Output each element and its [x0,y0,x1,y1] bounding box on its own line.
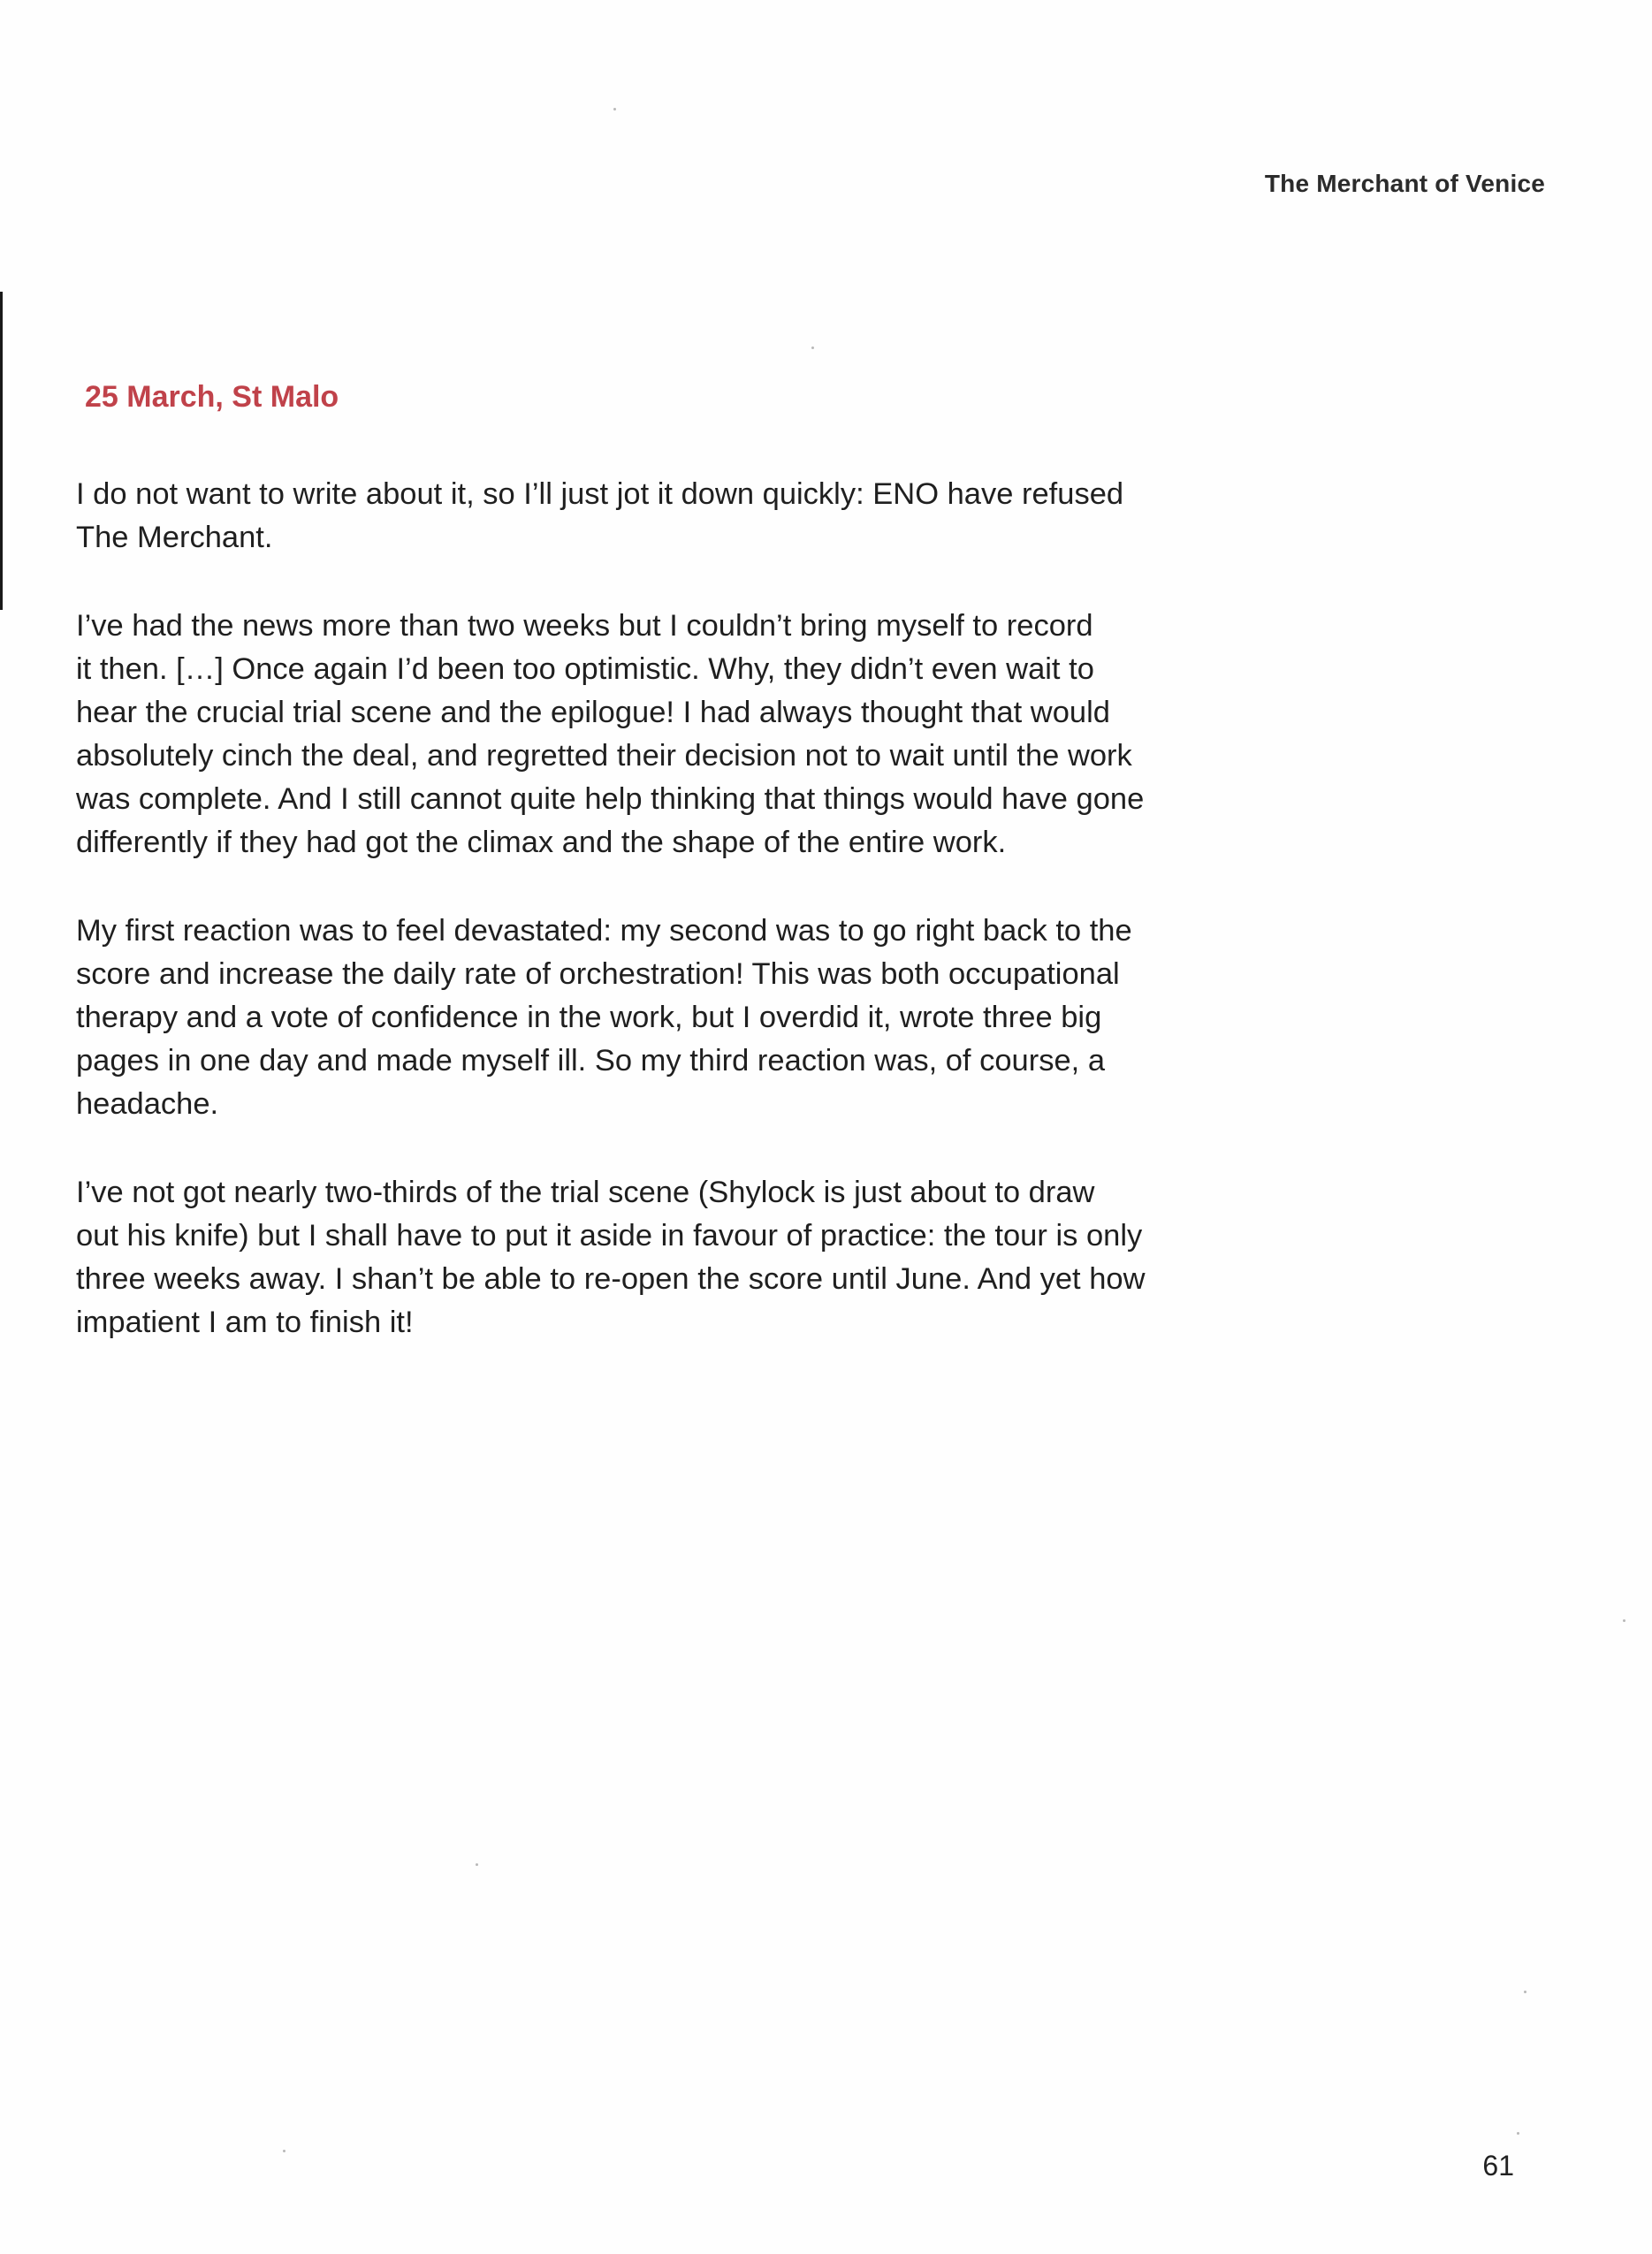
paper-speck [613,108,616,110]
text-line: score and increase the daily rate of orchestration! This was both occupational [76,957,1120,991]
text-line: headache. [76,1087,219,1121]
paragraph [76,1171,1243,1344]
paper-speck [811,346,814,349]
diary-entry-body [76,473,1243,1390]
text-line: My first reaction was to feel devastated: my second was to go right back to the [76,914,1132,948]
paragraph [76,473,1243,560]
text-line: pages in one day and made myself ill. So my third reaction was, of course, a [76,1044,1106,1078]
text-line: I’ve not got nearly two-thirds of the trial scene (Shylock is just about to draw [76,1176,1095,1209]
paper-speck [476,1863,478,1866]
text-line: was complete. And I still cannot quite help thinking that things would have gone [76,782,1145,816]
text-line: I do not want to write about it, so I’ll just jot it down quickly: ENO have refused [76,477,1124,511]
text-line: it then. […] Once again I’d been too optimistic. Why, they didn’t even wait to [76,652,1094,686]
text-line: I’ve had the news more than two weeks but I couldn’t bring myself to record [76,609,1093,643]
scan-edge-shadow [0,292,3,610]
page-number: 61 [1482,2150,1514,2182]
paper-speck [283,2150,285,2152]
running-title: The Merchant of Venice [1264,170,1545,197]
paragraph [76,910,1243,1126]
paper-speck [1524,1991,1526,1993]
paper-speck [1517,2132,1519,2135]
text-line: differently if they had got the climax and the shape of the entire work. [76,826,1007,859]
paragraph [76,605,1243,864]
text-line: impatient I am to finish it! [76,1306,414,1339]
text-line: hear the crucial trial scene and the epilogue! I had always thought that would [76,696,1110,729]
text-line: The Merchant. [76,521,273,554]
text-line: out his knife) but I shall have to put it aside in favour of practice: the tour is only [76,1219,1143,1253]
text-line: absolutely cinch the deal, and regretted their decision not to wait until the work [76,739,1132,773]
text-line: three weeks away. I shan’t be able to re-open the score until June. And yet how [76,1262,1146,1296]
text-line: therapy and a vote of confidence in the work, but I overdid it, wrote three big [76,1001,1102,1034]
diary-entry-heading: 25 March, St Malo [85,380,339,414]
paper-speck [1623,1619,1625,1622]
